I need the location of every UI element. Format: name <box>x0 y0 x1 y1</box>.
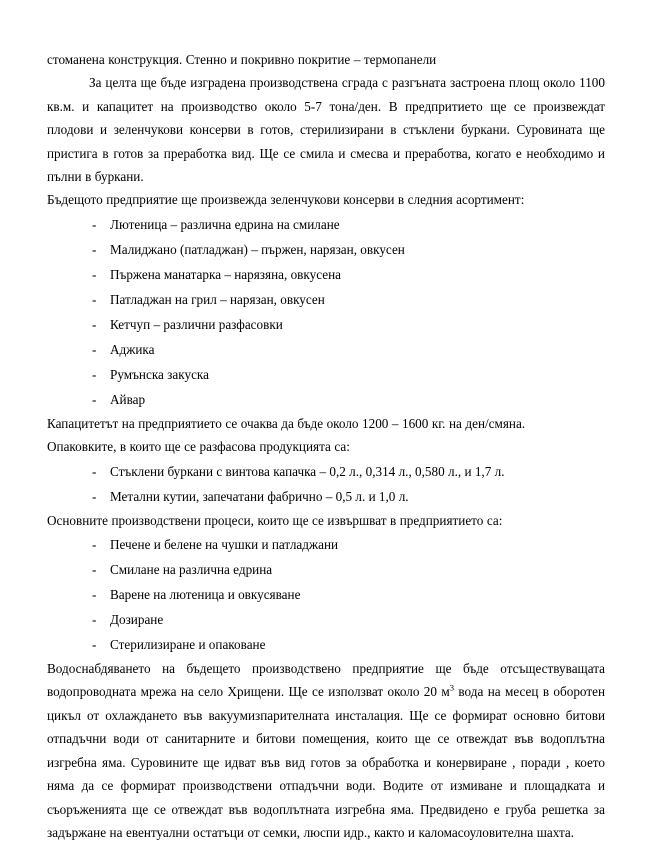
list-item <box>47 557 605 582</box>
paragraph-steel-structure: стоманена конструкция. Стенно и покривно покритие – термопанели <box>47 52 437 67</box>
paragraph-purpose-building: За целта ще бъде изградена производствена сграда с разгъната застроена площ около 1100 кв.м. и капацитет на производство около 5-7 тона/ден. В предпритието ще се произвеждат плодови и зеленчукови консерви в готов, стерилизирани в стъклени буркани. Суровината ще пристига в готов за преработка вид. Ще се смила и смесва и преработва, когато е необходимо и пълни в буркани. <box>47 75 605 185</box>
list-item-label: Стъклени буркани с винтова капачка – 0,2 л., 0,314 л., 0,580 л., и 1,7 л. <box>110 463 505 479</box>
list-item <box>47 632 605 657</box>
dash-marker-icon: - <box>92 488 97 504</box>
list-item-label: Кетчуп – различни разфасовки <box>110 316 283 332</box>
list-item-label: Пържена манатарка – нарязяна, овкусена <box>110 266 341 282</box>
list-item <box>47 387 605 412</box>
list-item-label: Малиджано (патладжан) – пържен, нарязан, овкусен <box>110 241 405 257</box>
dash-marker-icon: - <box>92 391 97 407</box>
list-item <box>47 362 605 387</box>
list-item <box>47 582 605 607</box>
list-item <box>47 532 605 557</box>
list-item-label: Аджика <box>110 341 155 357</box>
list-item <box>47 312 605 337</box>
list-item-label: Метални кутии, запечатани фабрично – 0,5 л. и 1,0 л. <box>110 488 409 504</box>
water-supply-text-part-2: вода на месец в оборотен цикъл от охлаждането във вакуумизпарителната инсталация. Ще се формират основно битови отпадъчни води от санитарните и битови помещения, които ще се отвеждат във водоплътна изгребна яма. Суровините ще идват във вид готов за обработка и конервиране , поради , което няма да се формират производствени отпадъчни води. Водите от измиване и площадката и съоръженията ще се отвеждат във водоплътната изгребна яма. Предвидено е груба решетка за задържане на евентуални остатъци от семки, люспи идр., както и каломасоуловителна шахта. <box>47 684 606 840</box>
dash-marker-icon: - <box>92 266 97 282</box>
dash-marker-icon: - <box>92 216 97 232</box>
dash-marker-icon: - <box>92 341 97 357</box>
paragraph-capacity: Капацитетът на предприятието се очаква да бъде около 1200 – 1600 кг. на ден/смяна. <box>47 415 526 431</box>
dash-marker-icon: - <box>92 562 97 578</box>
list-item-label: Смилане на различна едрина <box>110 562 273 578</box>
dash-marker-icon: - <box>92 463 97 479</box>
dash-marker-icon: - <box>92 537 97 553</box>
list-item <box>47 484 605 509</box>
list-item-label: Патладжан на грил – нарязан, овкусен <box>110 291 325 307</box>
document-text-body <box>47 48 605 844</box>
list-item-label: Айвар <box>110 391 146 407</box>
list-item-label: Дозиране <box>110 612 164 628</box>
paragraph-assortment-lead: Бъдещото предприятие ще произвежда зеленчукови консерви в следния асортимент: <box>47 192 525 208</box>
dash-marker-icon: - <box>92 366 97 382</box>
list-item <box>47 237 605 262</box>
dash-marker-icon: - <box>92 587 97 603</box>
list-item <box>47 287 605 312</box>
dash-marker-icon: - <box>92 637 97 653</box>
list-item-label: Печене и белене на чушки и патладжани <box>110 537 339 553</box>
list-item <box>47 212 605 237</box>
packaging-list <box>47 459 605 509</box>
dash-marker-icon: - <box>92 241 97 257</box>
cubic-meter-exponent: 3 <box>449 683 455 694</box>
list-item <box>47 262 605 287</box>
processes-list <box>47 532 605 657</box>
paragraph-processes-lead: Основните производствени процеси, които ще се извършват в предприятието са: <box>47 512 503 528</box>
list-item-label: Румънска закуска <box>110 366 209 382</box>
list-item <box>47 607 605 632</box>
paragraph-water-supply <box>47 657 605 844</box>
assortment-list <box>47 212 605 412</box>
list-item-label: Стерилизиране и опаковане <box>110 637 266 653</box>
paragraph-packaging-lead: Опаковките, в които ще се разфасова продукцията са: <box>47 439 350 455</box>
dash-marker-icon: - <box>92 291 97 307</box>
water-supply-text-part-1: Водоснабдяването на бъдещето производствено предприятие ще бъде отсъществуващата водопроводната мрежа на село Хрищени. Ще се използват около 20 м <box>47 661 605 700</box>
list-item-label: Лютеница – различна едрина на смилане <box>110 216 340 232</box>
dash-marker-icon: - <box>92 316 97 332</box>
list-item <box>47 337 605 362</box>
dash-marker-icon: - <box>92 612 97 628</box>
list-item-label: Варене на лютеница и овкусяване <box>110 587 301 603</box>
list-item <box>47 459 605 484</box>
